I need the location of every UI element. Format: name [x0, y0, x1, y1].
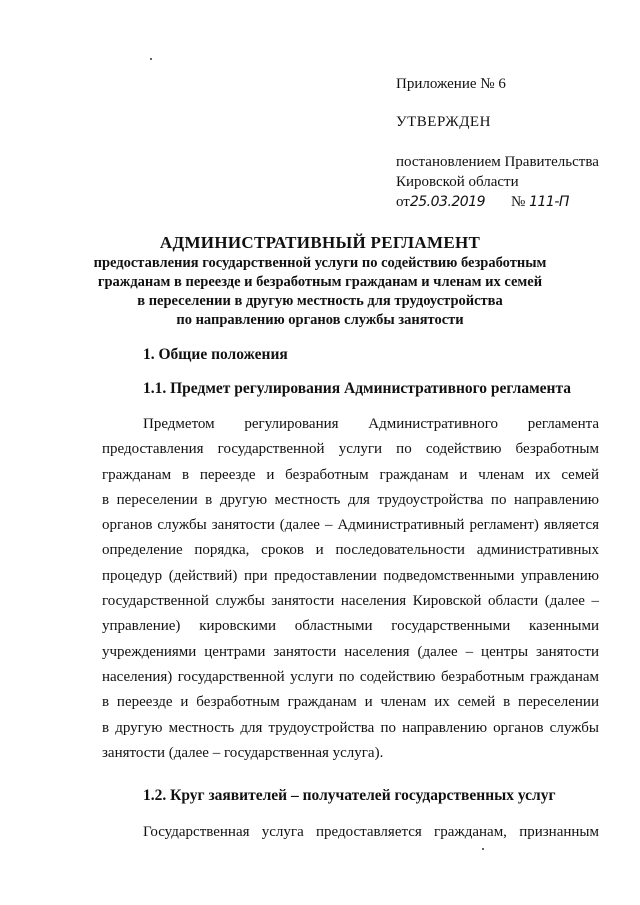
paragraph-1-line: органов службы занятости (далее – Административный регламент) является [102, 517, 599, 534]
title-sub-line-2: гражданам в переезде и безработным гражданам и членам их семей [97, 274, 543, 290]
paragraph-1-line: управление) кировскими областными государственными казенными [102, 618, 599, 635]
decree-block [396, 152, 599, 212]
paragraph-1-line: занятости (далее – государственная услуга). [102, 744, 384, 761]
section-heading-1-1: 1.1. Предмет регулирования Административного регламента [143, 380, 572, 397]
decree-date: 25.03.2019 [409, 194, 486, 210]
paragraph-1-line: в переселении в другую местность для трудоустройства по направлению [102, 491, 599, 508]
section-heading-1-2: 1.2. Круг заявителей – получателей государственных услуг [143, 787, 556, 804]
decree-date-line [396, 192, 599, 212]
paragraph-2-line: Государственная услуга предоставляется гражданам, признанным [143, 824, 599, 840]
document-title [90, 232, 550, 330]
paragraph-1-line: в переезде и безработным гражданам и членам их семей в переселении [102, 694, 599, 711]
decree-line-2: Кировской области [396, 174, 519, 190]
paragraph-1 [102, 412, 599, 766]
decree-from: от [396, 194, 410, 210]
paragraph-1-line: в другую местность для трудоустройства по направлению органов службы [102, 719, 599, 736]
approved-label: УТВЕРЖДЕН [396, 114, 491, 130]
paragraph-1-line: Предметом регулирования Административного регламента [143, 416, 599, 432]
paragraph-2 [102, 820, 599, 845]
paragraph-1-line: населения) государственной услуги по содействию безработным гражданам [102, 668, 599, 685]
appendix-label: Приложение № 6 [396, 76, 506, 92]
paragraph-1-line: процедур (действий) при предоставлении подведомственными управлению [102, 567, 599, 584]
title-sub-line-3: в переселении в другую местность для трудоустройства [137, 293, 503, 309]
decree-line-1: постановлением Правительства [396, 154, 599, 170]
paragraph-1-line: предоставления государственной услуги по содействию безработным [102, 441, 599, 458]
title-sub-line-4: по направлению органов службы занятости [176, 312, 464, 328]
paragraph-1-line: гражданам в переезде и безработным гражданам и членам их семей [102, 466, 599, 483]
scan-speck [150, 58, 152, 60]
title-main: АДМИНИСТРАТИВНЫЙ РЕГЛАМЕНТ [159, 233, 481, 252]
section-heading-1: 1. Общие положения [143, 346, 288, 363]
decree-number: 111-П [529, 194, 569, 210]
decree-number-label: № [511, 194, 526, 210]
title-sub-line-1: предоставления государственной услуги по содействию безработным [93, 255, 547, 271]
paragraph-1-line: определение порядка, сроков и последовательности административных [102, 542, 599, 559]
scan-speck [482, 848, 484, 850]
paragraph-1-line: государственной службы занятости населения Кировской области (далее – [102, 593, 599, 610]
paragraph-1-line: учреждениями центрами занятости населения (далее – центры занятости [102, 643, 599, 660]
